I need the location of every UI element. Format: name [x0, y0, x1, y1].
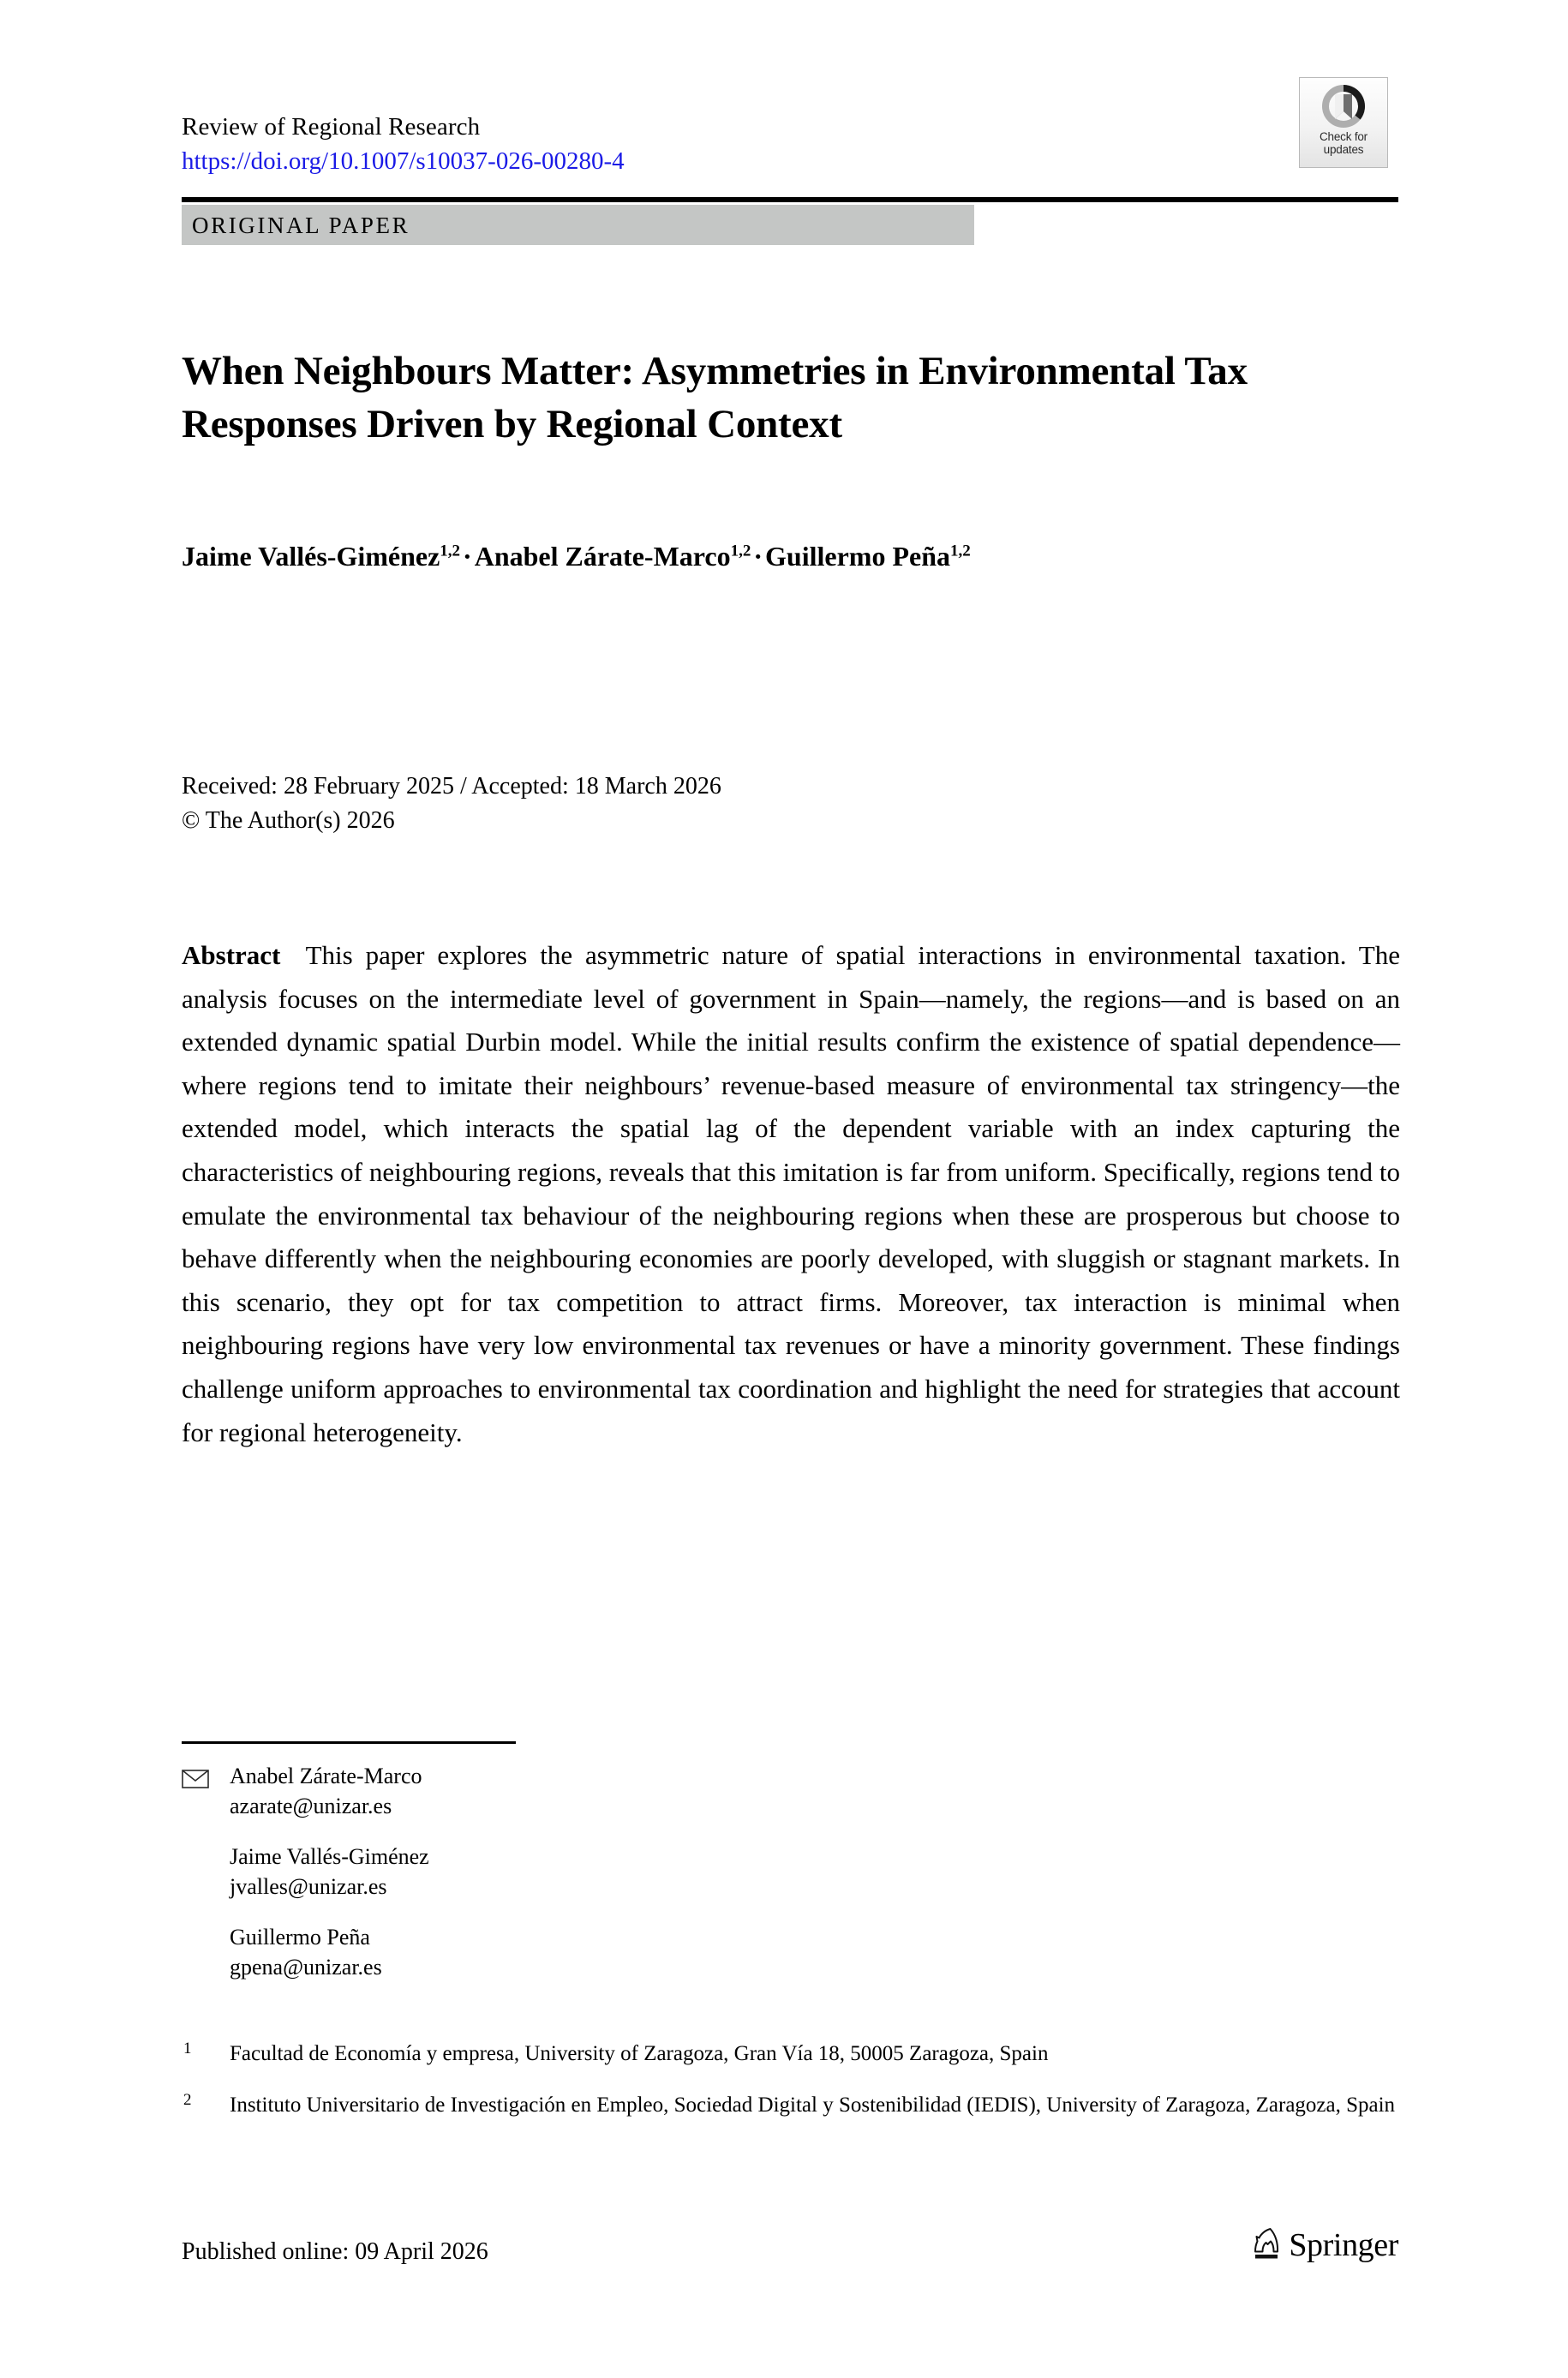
contact-email[interactable]: azarate@unizar.es	[230, 1794, 392, 1818]
author-affil-ref: 1,2	[440, 542, 461, 560]
copyright-line: © The Author(s) 2026	[182, 807, 395, 834]
published-online-date: Published online: 09 April 2026	[182, 2238, 488, 2265]
contact-name: Guillermo Peña	[230, 1925, 370, 1950]
publication-history	[182, 770, 1398, 838]
footnote-rule	[182, 1741, 516, 1744]
header-rule	[182, 197, 1398, 202]
contact-author	[182, 1922, 1398, 1982]
author-affil-ref: 1,2	[949, 542, 971, 560]
crossmark-badge[interactable]	[1299, 77, 1388, 168]
affiliation-item	[182, 2089, 1398, 2122]
author-entry	[475, 541, 751, 572]
affiliation-number: 1	[183, 2040, 192, 2058]
page-title: When Neighbours Matter: Asymmetries in Environmental Tax Responses Driven by Regional Context	[182, 349, 1248, 447]
author-name: Jaime Vallés-Giménez	[182, 541, 440, 572]
doi-link[interactable]: https://doi.org/10.1007/s10037-026-00280-4	[182, 147, 625, 175]
received-accepted-dates: Received: 28 February 2025 / Accepted: 18 March 2026	[182, 773, 721, 800]
springer-knight-icon	[1252, 2226, 1281, 2264]
affiliation-number: 2	[183, 2091, 192, 2109]
abstract-body: This paper explores the asymmetric nature of spatial interactions in environmental taxation. The analysis focuses on the intermediate level of government in Spain—namely, the regions—and is based on an extended dynamic spatial Durbin model. While the initial results confirm the existence of spatial dependence—where regions tend to imitate their neighbours’ revenue-based measure of environmental tax stringency—the extended model, which interacts the spatial lag of the dependent variable with an index capturing the characteristics of neighbouring regions, reveals that this imitation is far from uniform. Specifically, regions tend to emulate the environmental tax behaviour of the neighbouring regions when these are prosperous but choose to behave differently when the neighbouring economies are poorly developed, with sluggish or stagnant markets. In this scenario, they opt for tax competition to attract firms. Moreover, tax interaction is minimal when neighbouring regions have very low environmental tax revenues or have a minority government. These findings challenge uniform approaches to environmental tax coordination and highlight the need for strategies that account for regional heterogeneity.	[182, 940, 1400, 1447]
springer-logo	[1252, 2226, 1398, 2264]
masthead	[182, 110, 1398, 178]
affiliation-item	[182, 2038, 1398, 2070]
contact-name: Anabel Zárate-Marco	[230, 1764, 422, 1788]
journal-name: Review of Regional Research	[182, 113, 481, 141]
author-separator: ·	[463, 541, 472, 572]
abstract	[182, 934, 1400, 1454]
contact-email[interactable]: jvalles@unizar.es	[230, 1874, 387, 1899]
author-affil-ref: 1,2	[730, 542, 751, 560]
author-entry	[182, 541, 460, 572]
author-entry	[765, 541, 971, 572]
affiliation-text: Facultad de Economía y empresa, University of Zaragoza, Gran Vía 18, 50005 Zaragoza, Spain	[230, 2042, 1049, 2065]
contact-email[interactable]: gpena@unizar.es	[230, 1955, 382, 1980]
crossmark-caption	[1320, 130, 1368, 156]
author-separator: ·	[753, 541, 763, 572]
crossmark-caption-line1: Check for	[1320, 130, 1368, 143]
affiliation-list	[182, 2038, 1398, 2141]
author-name: Anabel Zárate-Marco	[474, 541, 731, 572]
contact-author	[182, 1842, 1398, 1902]
affiliation-text: Instituto Universitario de Investigación en Empleo, Sociedad Digital y Sostenibilidad (IEDIS), University of Zaragoza, Zaragoza, Spain	[230, 2093, 1396, 2117]
crossmark-caption-line2: updates	[1323, 143, 1364, 156]
author-list	[182, 537, 1398, 575]
contact-corresponding-author	[182, 1761, 1398, 1821]
section-type-label: ORIGINAL PAPER	[192, 213, 410, 238]
contact-list	[182, 1761, 1398, 2003]
springer-wordmark: Springer	[1289, 2227, 1398, 2263]
envelope-icon	[182, 1766, 209, 1785]
crossmark-bookmark-icon	[1321, 84, 1366, 129]
abstract-heading: Abstract	[182, 940, 281, 970]
author-name: Guillermo Peña	[765, 541, 950, 572]
contact-name: Jaime Vallés-Giménez	[230, 1844, 429, 1869]
